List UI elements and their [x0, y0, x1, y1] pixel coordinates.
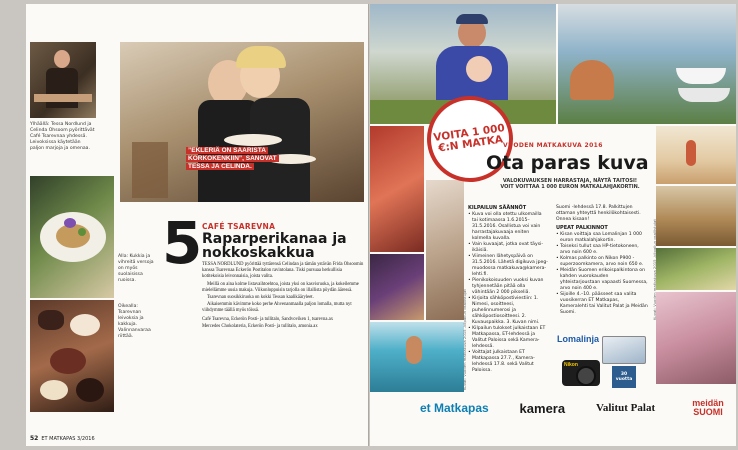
dish-photo: [30, 176, 114, 298]
body-paragraph: TESSA NORDLUND pyörittää tyttärensä Celindan ja tämän ystävän Frida Ohsoomin kanssa Tsarevnaa Eckerön Postitalon ravintolana. Tiski pursuaa herkullisia kotitekoisia leivonnaisia, joista valita.: [202, 262, 364, 280]
market-street-photo: [426, 180, 464, 320]
rule-item-text: Kilpailun tulokset julkaistaan ET Matkapassa, ET-lehdessä ja Valitut Paloissa sekä Kamera-lehdessä.: [472, 326, 546, 349]
rule-item: • Viimeinen lähetyspäivä on 31.5.2016. Lähetä digikuva jpeg-muodossa matkakuva@kamera-lehti.fi.: [468, 254, 548, 277]
pastries-photo: [30, 300, 114, 412]
rule-item-text: Vain kuvaajat, jotka ovat täysi-ikäisiä.: [472, 242, 544, 253]
left-page: [26, 4, 368, 446]
beach-walk-photo: [656, 126, 736, 184]
caption-top: Ylhäällä: Tessa Nordlund ja Celinda Ohsoom pyörittävät Café Tsarevnaa yhdessä. Leivoksissa käytetään paljon marjoja ja omenaa.: [30, 122, 95, 151]
prizes-column: [556, 205, 648, 316]
partner-logos: [414, 392, 736, 424]
laptop-image: [602, 336, 646, 364]
festival-photo: [370, 126, 424, 252]
pull-quote: [186, 147, 278, 171]
boats-photo: [558, 4, 736, 124]
address-line: Café Tsarevna, Eckerön Posti- ja tullitalo, Sandvoviken 1, tsarevna.ax: [202, 316, 334, 322]
nikon-logo: Nikon: [564, 362, 578, 368]
footer-title: ET MATKAPAS 3/2016: [41, 436, 95, 442]
valitut-palat-logo: Valitut Palat: [595, 402, 656, 414]
prize-item-text: Kisan voittaja saa Lomalinjan 1 000 euron matkalahjakortin.: [560, 232, 642, 243]
prize-item: • Meidän Suomen erikoispalkintona on kahden vuorokauden yhteistarjoustaan vapaasti Suomessa, arvo noin 400 e.: [556, 268, 648, 291]
badge-text: VOITA 1 000 €:N MATKA: [432, 122, 506, 155]
rule-item-text: Voittajat julkaistaan ET Matkapassa 27.7., Kamera-lehdessä 17.8. sekä Valitut Paloissa.: [472, 350, 535, 373]
meidan-suomi-logo: meidän SUOMI: [692, 398, 724, 417]
mountain-photo: [656, 248, 736, 290]
anniversary-badge: [612, 366, 636, 388]
rule-item-text: Kirjoita sähköpostiviestiin: 1. Nimesi, osoitteesi, puhelinnumerosi ja sähköpostiosoitteesi. 2. Kuvauspaikka. 3. Kuvan nimi.: [472, 296, 540, 325]
prize-item: • Kolmas palkinto on Nikon P900 -superzoomkamera, arvo noin 650 e.: [556, 256, 644, 267]
contest-kicker: VUODEN MATKAKUVA 2016: [503, 142, 603, 149]
contest-lede: VALOKUVAUKSEN HARRASTAJA, NÄYTÄ TAITOSI! VOIT VOITTAA 1 000 EURON MATKALAHJAKORTIN.: [500, 178, 640, 191]
lomalinja-logo: Lomalinja: [557, 334, 600, 344]
prizes-title: UPEAT PALKINNOT: [556, 225, 608, 231]
rule-item-text: Kuva voi olla otettu ulkomailla tai kotimaassa 1.6.2015–31.5.2016. Osallistua voi vain harrastajakuvaaja eniten kolmella kuvalla.: [472, 212, 542, 241]
body-paragraph: Aikaisemmin kävimme koko perhe Ahvenanmaalla paljon lomalla, mutta nyt viihdymme täällä myös töissä.: [202, 302, 352, 314]
prize-item-text: Sijoille 4.–10. päässeet saa valita vuosikerran ET Matkapas, Kameralehti tai Valitut Palat ja Meidän Suomi.: [560, 292, 648, 315]
page-number: 52: [30, 435, 39, 442]
address-line: Mercedes Chokolateria, Eckerön Posti- ja tullitalo, amonia.ax: [202, 323, 318, 329]
et-matkapas-logo: et Matkapas: [420, 401, 489, 415]
rule-item: • Kirjoita sähköpostiviestiin: 1. Nimesi, osoitteesi, puhelinnumerosi ja sähköpostiosoitteesi. 2. Kuvauspaikka. 3. Kuvan nimi.: [468, 296, 540, 325]
body-paragraph: Meillä on aina kolme listavaihtoehtoa, joista yksi on kasvisruoka, ja kokeilemme mielellämme uusia makuja. Viikonloppuisin tarjolla on illallista pöydän ääressä.: [202, 281, 359, 293]
contest-headline: Ota paras kuva: [486, 152, 649, 174]
article-headline: Raparperikanaa ja nokkoskakkua: [202, 231, 347, 261]
pool-jump-photo: [370, 322, 464, 392]
camel-desert-photo: [656, 186, 736, 246]
list-number: 5: [162, 209, 203, 277]
prize-item-text: Kolmas palkinto on Nikon P900 -superzoomkamera, arvo noin 650 e.: [560, 256, 644, 267]
anniversary-text: 30 vuotta: [615, 372, 633, 382]
article-body: [202, 262, 364, 331]
prize-item: • Kisan voittaja saa Lomalinjan 1 000 euron matkalahjakortin.: [556, 232, 642, 243]
night-market-photo: [370, 254, 424, 320]
city-crowd-photo: [656, 292, 736, 384]
article-kicker: CAFÉ TSAREVNA: [202, 222, 276, 231]
cafe-owner-photo: [30, 42, 96, 118]
prize-item-text: Meidän Suomen erikoispalkintona on kahden vuorokauden yhteistarjoustaan vapaasti Suomessa, arvo noin 400 e.: [560, 268, 648, 291]
rules-title: KILPAILUN SÄÄNNÖT: [468, 205, 527, 211]
pull-quote-text: ”EKLERIÄ ON SAARISTA KORKOKENKIIN”, SANOVAT TESSA JA CELINDA.: [188, 147, 277, 170]
prize-item: • Toiseksi tullut saa HP-tietokoneen, arvo noin 600 e.: [556, 244, 639, 255]
caption-bottom: Oikealla: Tsarevnan leivoksia ja kakkuja. Valinnanvaraa riittää.: [118, 304, 151, 339]
photo-credit: Kuvat: Vuoden matkakuva 2015 -kilpailun osallistujat: [652, 219, 657, 320]
kamera-logo: kamera: [519, 400, 566, 416]
rule-item-text: Viimeinen lähetyspäivä on 31.5.2016. Lähetä digikuva jpeg-muodossa matkakuva@kamera-lehti.fi.: [472, 254, 548, 277]
body-paragraph: Tsarevnan suosikkiruoka on kokki Tessan kaalikääryleet.: [207, 295, 314, 301]
caption-middle: Alla: Kukkia ja vihreitä versoja on myös suolaisissa ruoissa.: [118, 254, 154, 283]
prize-item: • Sijoille 4.–10. päässeet saa valita vuosikerran ET Matkapas, Kameralehti tai Valitut Palat ja Meidän Suomi.: [556, 292, 648, 315]
rule-item: • Pienikokoisuuden vuoksi kuvan tyhjennetään pitää olla vähintään 2 000 pikseliä.: [468, 278, 544, 295]
prize-item-text: Toiseksi tullut saa HP-tietokoneen, arvo noin 600 e.: [560, 244, 639, 255]
rule-item: • Voittajat julkaistaan ET Matkapassa 27.7., Kamera-lehdessä 17.8. sekä Valitut Paloissa.: [468, 350, 535, 373]
owners-portrait-photo: [120, 42, 364, 202]
rule-item: • Vain kuvaajat, jotka ovat täysi-ikäisiä.: [468, 242, 544, 253]
rule-item-text: Pienikokoisuuden vuoksi kuvan tyhjennetään pitää olla vähintään 2 000 pikseliä.: [472, 278, 544, 295]
rules-column: [468, 205, 548, 374]
prizes-intro: Suomi -lehdessä 17.8. Palkittujen ottaman yhteyttä henkilökohtaisesti. Onnea kisaan!: [556, 205, 641, 222]
photo-credit: Kuvat: Vuoden matkakuva 2015 -kilpailun osallistujat: [462, 289, 467, 390]
page-footer: [30, 435, 95, 442]
rule-item: • Kuva voi olla otettu ulkomailla tai kotimaassa 1.6.2015–31.5.2016. Osallistua voi vain harrastajakuvaaja eniten kolmella kuvalla.: [468, 212, 542, 241]
rule-item: • Kilpailun tulokset julkaistaan ET Matkapassa, ET-lehdessä ja Valitut Paloissa sekä Kamera-lehdessä.: [468, 326, 546, 349]
